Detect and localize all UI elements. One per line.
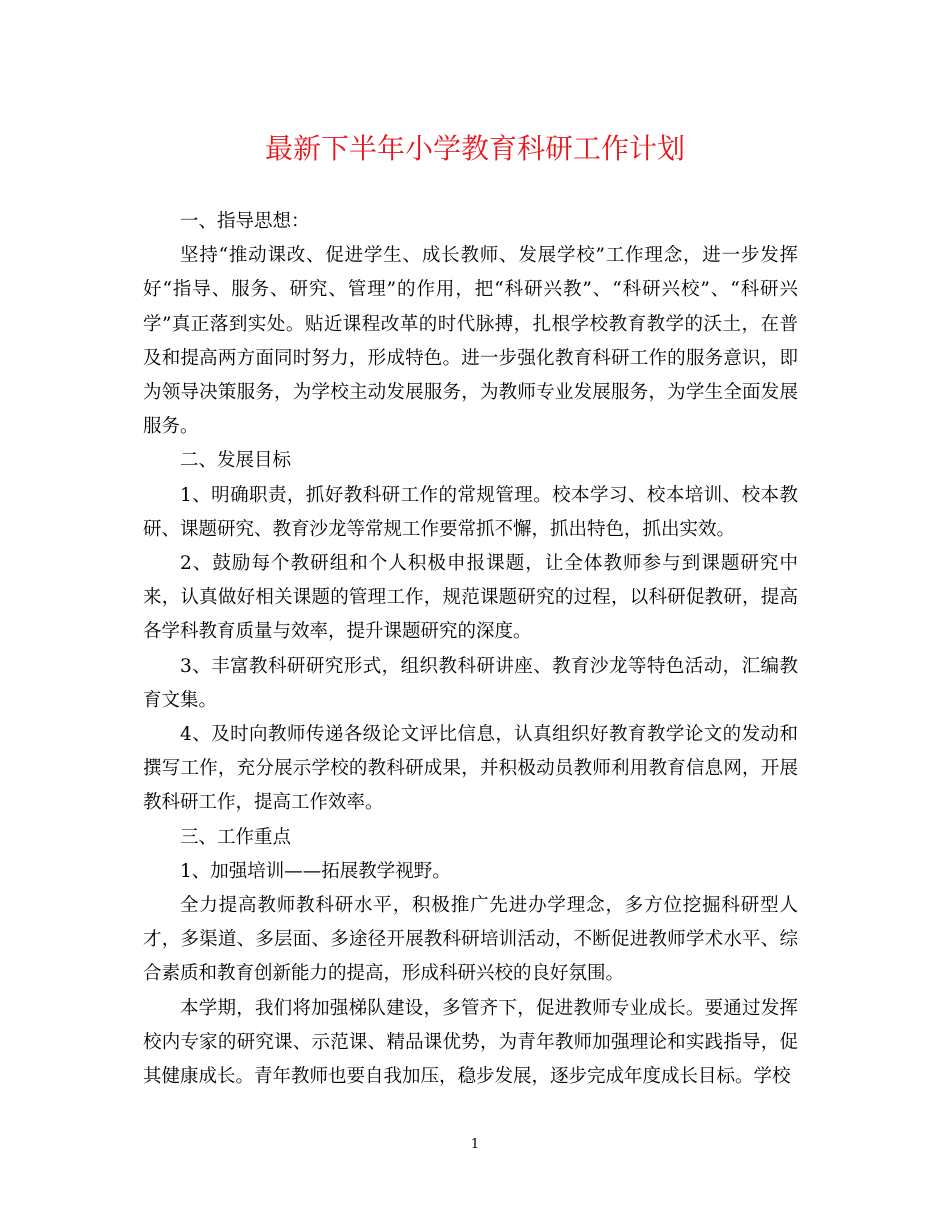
paragraph-goal-2: 2、鼓励每个教研组和个人积极申报课题，让全体教师参与到课题研究中来，认真做好相关课题的管理工作，规范课题研究的过程，以科研促教研，提高各学科教育质量与效率，提升课题研究的深度。: [143, 553, 798, 643]
subheading-strengthen-training: 1、加强培训——拓展教学视野。: [180, 860, 451, 882]
document-body: [143, 205, 798, 1094]
section-heading-work-focus: 三、工作重点: [180, 826, 292, 848]
paragraph-goal-1: 1、明确职责，抓好教科研工作的常规管理。校本学习、校本培训、校本教研、课题研究、教育沙龙等常规工作要常抓不懈，抓出特色，抓出实效。: [143, 484, 798, 540]
document-title: 最新下半年小学教育科研工作计划: [264, 132, 685, 165]
paragraph-training-1: 全力提高教师教科研水平，积极推广先进办学理念，多方位挖掘科研型人才，多渠道、多层面、多途径开展教科研培训活动，不断促进教师学术水平、综合素质和教育创新能力的提高，形成科研兴校的良好氛围。: [143, 895, 798, 985]
section-heading-guiding-thought: 一、指导思想：: [180, 211, 310, 232]
paragraph-goal-3: 3、丰富教科研研究形式，组织教科研讲座、教育沙龙等特色活动，汇编教育文集。: [143, 655, 798, 711]
paragraph-guiding-thought: 坚持“推动课改、促进学生、成长教师、发展学校”工作理念，进一步发挥好“指导、服务、研究、管理”的作用，把“科研兴教”、“科研兴校”、“科研兴学”真正落到实处。贴近课程改革的时代脉搏，扎根学校教育教学的沃土，在普及和提高两方面同时努力，形成特色。进一步强化教育科研工作的服务意识，即为领导决策服务，为学校主动发展服务，为教师专业发展服务，为学生全面发展服务。: [143, 245, 798, 438]
page-number: 1: [470, 1137, 480, 1152]
paragraph-training-2: 本学期，我们将加强梯队建设，多管齐下，促进教师专业成长。要通过发挥校内专家的研究课、示范课、精品课优势，为青年教师加强理论和实践指导，促其健康成长。青年教师也要自我加压，稳步发展，逐步完成年度成长目标。学校: [143, 997, 798, 1088]
section-heading-development-goals: 二、发展目标: [180, 450, 292, 472]
paragraph-goal-4: 4、及时向教师传递各级论文评比信息，认真组织好教育教学论文的发动和撰写工作，充分展示学校的教科研成果，并积极动员教师利用教育信息网，开展教科研工作，提高工作效率。: [143, 724, 798, 814]
